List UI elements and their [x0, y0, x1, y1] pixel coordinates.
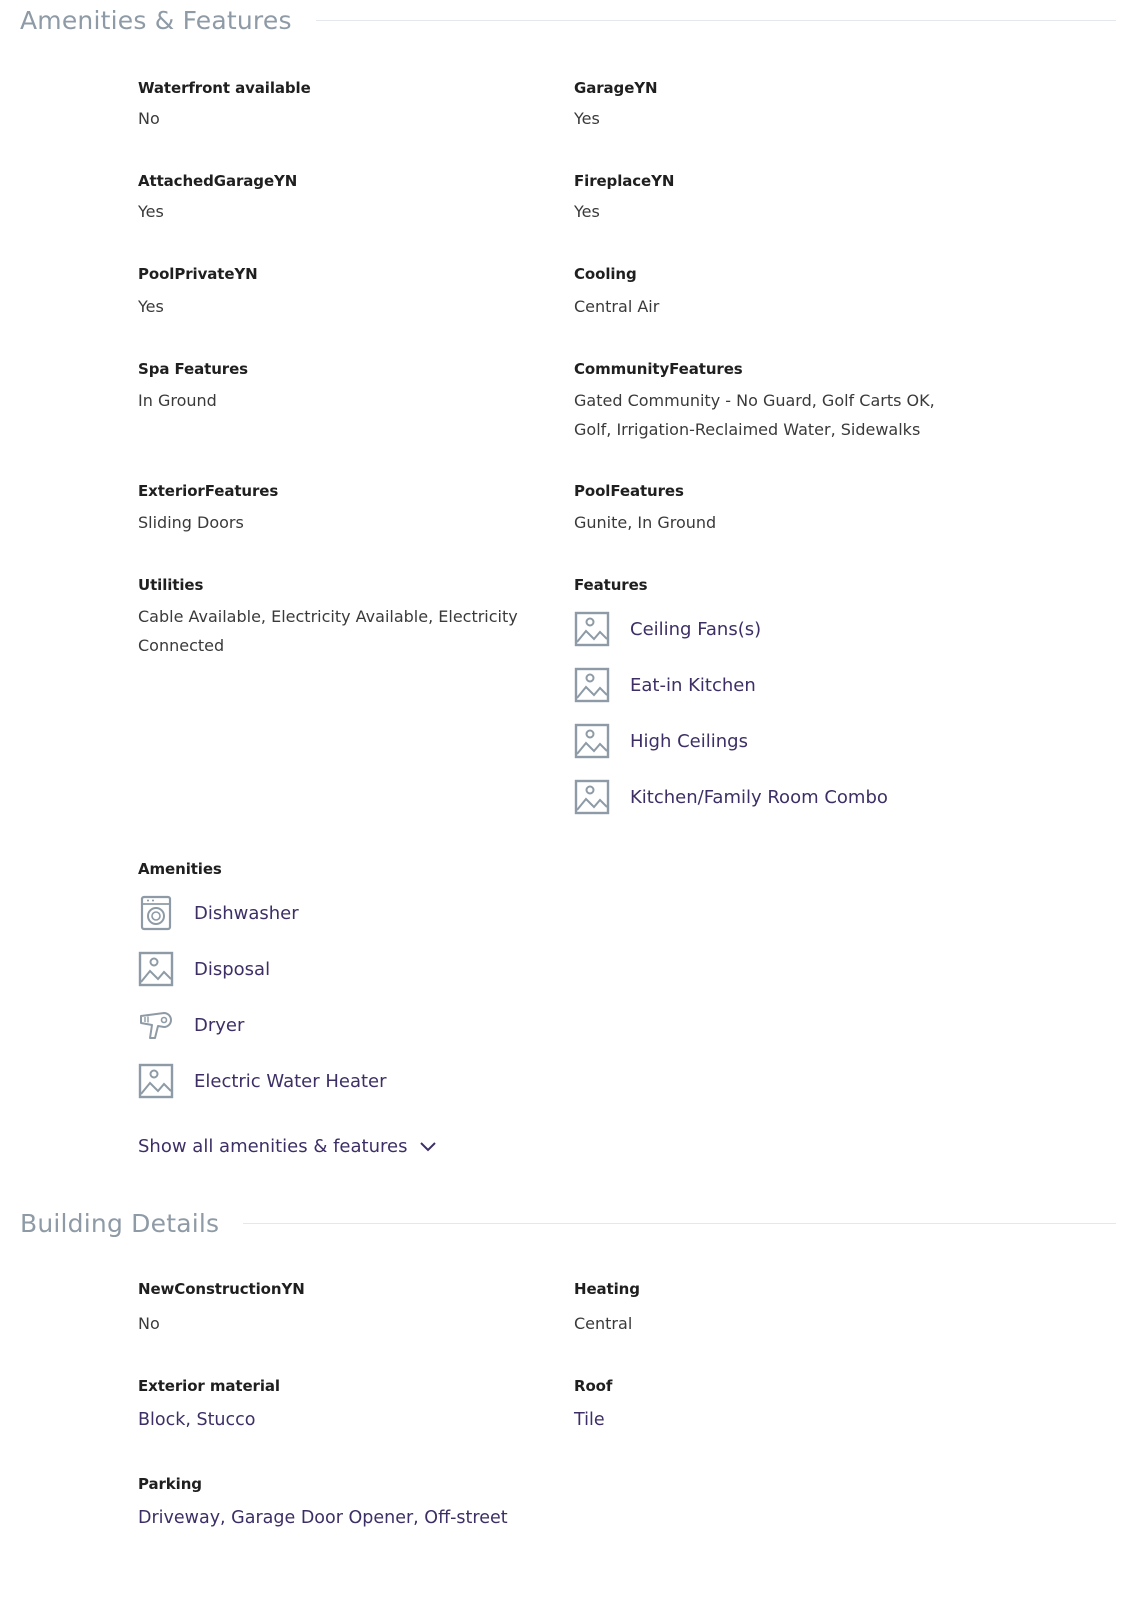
field-value-link[interactable]: Driveway, Garage Door Opener, Off-street	[138, 1508, 508, 1528]
field-garage	[574, 78, 994, 133]
field-pool-features	[574, 481, 994, 537]
field-value-link[interactable]: Tile	[574, 1410, 605, 1430]
field-label: Parking	[138, 1475, 202, 1493]
field-community-features	[574, 359, 974, 444]
amenity-item	[138, 885, 618, 941]
field-label: GarageYN	[574, 79, 658, 97]
show-all-amenities-button[interactable]	[138, 1136, 437, 1157]
field-label: Spa Features	[138, 360, 248, 378]
field-label: Waterfront available	[138, 79, 311, 97]
field-value: Gunite, In Ground	[574, 513, 717, 532]
field-value: Yes	[574, 109, 600, 128]
feature-item-label: High Ceilings	[630, 730, 748, 752]
field-label: Utilities	[138, 576, 204, 594]
field-value: Sliding Doors	[138, 513, 244, 532]
feature-item-label: Kitchen/Family Room Combo	[630, 786, 888, 808]
field-heating	[574, 1279, 994, 1338]
image-placeholder-icon	[574, 779, 610, 815]
dishwasher-icon	[138, 895, 174, 931]
field-label: ExteriorFeatures	[138, 482, 279, 500]
field-spa-features	[138, 359, 558, 415]
field-label: Heating	[574, 1280, 640, 1298]
field-roof	[574, 1376, 994, 1435]
image-placeholder-icon	[574, 667, 610, 703]
field-exterior-material	[138, 1376, 558, 1435]
amenities-section-header	[20, 6, 1116, 35]
field-parking	[138, 1474, 658, 1533]
chevron-down-icon[interactable]	[419, 1141, 437, 1153]
building-section-title: Building Details	[20, 1209, 220, 1238]
field-value: Cable Available, Electricity Available, Electricity Connected	[138, 607, 518, 655]
amenity-item-label: Electric Water Heater	[194, 1070, 387, 1092]
amenity-item	[138, 997, 618, 1053]
amenity-item-label: Dishwasher	[194, 902, 299, 924]
field-value: No	[138, 1314, 160, 1333]
field-cooling	[574, 264, 994, 321]
field-label: AttachedGarageYN	[138, 172, 298, 190]
section-divider	[316, 20, 1116, 21]
feature-item	[574, 601, 1054, 657]
features-label: Features	[574, 576, 648, 594]
field-label: NewConstructionYN	[138, 1280, 305, 1298]
field-exterior-features	[138, 481, 558, 537]
field-label: FireplaceYN	[574, 172, 675, 190]
features-list	[574, 601, 1054, 825]
building-section-header	[20, 1209, 1116, 1238]
field-value: Yes	[138, 297, 164, 316]
feature-item	[574, 713, 1054, 769]
field-value: No	[138, 109, 160, 128]
image-placeholder-icon	[138, 1063, 174, 1099]
field-pool-private	[138, 264, 558, 321]
field-value: Yes	[574, 202, 600, 221]
amenities-label: Amenities	[138, 860, 222, 878]
field-new-construction	[138, 1279, 558, 1338]
amenities-list	[138, 885, 618, 1109]
hair-dryer-icon	[138, 1007, 174, 1043]
field-value: In Ground	[138, 391, 217, 410]
features-group	[574, 575, 1054, 825]
feature-item	[574, 769, 1054, 825]
image-placeholder-icon	[574, 611, 610, 647]
field-value: Central Air	[574, 297, 660, 316]
field-label: CommunityFeatures	[574, 360, 743, 378]
field-attached-garage	[138, 171, 558, 226]
field-label: Roof	[574, 1377, 613, 1395]
show-all-label[interactable]: Show all amenities & features	[138, 1136, 408, 1157]
feature-item	[574, 657, 1054, 713]
amenity-item	[138, 1053, 618, 1109]
field-fireplace	[574, 171, 994, 226]
field-value-link[interactable]: Block, Stucco	[138, 1410, 256, 1430]
field-value: Central	[574, 1314, 633, 1333]
section-divider	[243, 1223, 1116, 1224]
amenities-group	[138, 859, 618, 1109]
feature-item-label: Ceiling Fans(s)	[630, 618, 762, 640]
amenity-item	[138, 941, 618, 997]
field-label: PoolPrivateYN	[138, 265, 258, 283]
field-utilities	[138, 575, 538, 660]
field-waterfront	[138, 78, 558, 133]
field-label: Exterior material	[138, 1377, 280, 1395]
field-label: PoolFeatures	[574, 482, 684, 500]
image-placeholder-icon	[138, 951, 174, 987]
amenity-item-label: Disposal	[194, 958, 271, 980]
amenities-section-title: Amenities & Features	[20, 6, 292, 35]
image-placeholder-icon	[574, 723, 610, 759]
field-label: Cooling	[574, 265, 637, 283]
amenity-item-label: Dryer	[194, 1014, 245, 1036]
field-value: Gated Community - No Guard, Golf Carts OK, Golf, Irrigation-Reclaimed Water, Sidewalks	[574, 391, 935, 439]
field-value: Yes	[138, 202, 164, 221]
feature-item-label: Eat-in Kitchen	[630, 674, 756, 696]
